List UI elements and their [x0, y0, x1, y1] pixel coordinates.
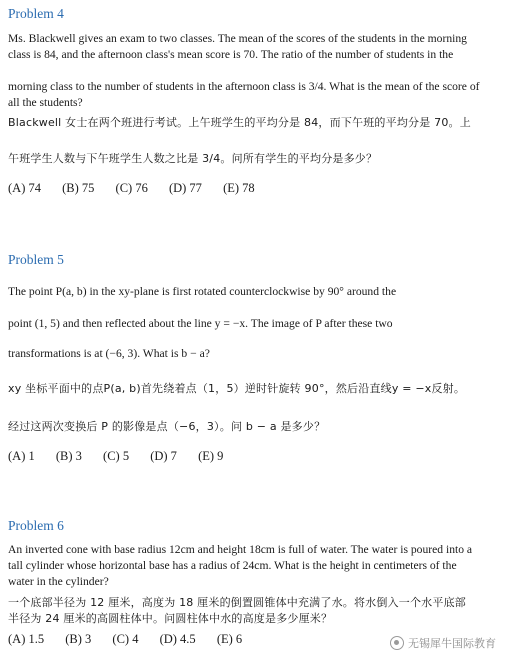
- problem-4-line-5: Blackwell 女士在两个班进行考试。上午班学生的平均分是 84，而下午班的平均分是 70。上: [8, 116, 471, 129]
- choice-d: (D) 77: [168, 181, 202, 195]
- choice-b: (B) 75: [62, 181, 95, 195]
- watermark-text: 无锡犀牛国际教育: [408, 637, 496, 650]
- problem-4-line-2: class is 84, and the afternoon class's mean score is 70. The ratio of the number of students in the: [8, 48, 454, 61]
- choice-c: (C) 4: [112, 632, 139, 646]
- problem-5-line-4: xy 坐标平面中的点P(a, b)首先绕着点（1，5）逆时针旋转 90°，然后沿直线y = −x反射。: [8, 382, 466, 395]
- problem-4-line-3: morning class to the number of students in the afternoon class is 3/4. What is the mean of the score of: [8, 80, 480, 93]
- choice-b: (B) 3: [65, 632, 92, 646]
- problem-5-line-1: The point P(a, b) in the xy-plane is first rotated counterclockwise by 90° around the: [8, 285, 397, 298]
- choice-b: (B) 3: [55, 449, 82, 463]
- watermark-logo-icon: [390, 636, 404, 650]
- choice-e: (E) 6: [216, 632, 243, 646]
- choice-e: (E) 78: [223, 181, 255, 195]
- problem-5-line-3: transformations is at (−6, 3). What is b − a?: [8, 347, 210, 360]
- problem-4-line-4: all the students?: [8, 96, 83, 109]
- problem-4-line-1: Ms. Blackwell gives an exam to two classes. The mean of the scores of the students in the morning: [8, 32, 467, 45]
- watermark: [390, 635, 496, 651]
- choice-a: (A) 74: [8, 181, 41, 195]
- choice-c: (C) 76: [115, 181, 148, 195]
- choice-a: (A) 1.5: [8, 632, 45, 646]
- problem-6-choices: [8, 632, 260, 647]
- problem-5-heading: Problem 5: [8, 252, 64, 267]
- problem-6-line-3: water in the cylinder?: [8, 575, 109, 588]
- problem-5-choices: [8, 449, 241, 464]
- problem-4-line-6: 午班学生人数与下午班学生人数之比是 3/4。问所有学生的平均分是多少？: [8, 152, 378, 165]
- choice-c: (C) 5: [103, 449, 130, 463]
- problem-6-line-4: 一个底部半径为 12 厘米，高度为 18 厘米的倒置圆锥体中充满了水。将水倒入一个水平底部: [8, 596, 466, 609]
- problem-6-heading: Problem 6: [8, 518, 64, 533]
- choice-e: (E) 9: [198, 449, 224, 463]
- choice-d: (D) 4.5: [159, 632, 196, 646]
- problem-6-line-5: 半径为 24 厘米的高圆柱体中。问圆柱体中水的高度是多少厘米？: [8, 612, 333, 625]
- problem-6-line-2: tall cylinder whose horizontal base has a radius of 24cm. What is the height in centimeters of the: [8, 559, 457, 572]
- problem-4-heading: Problem 4: [8, 6, 64, 21]
- problem-4-choices: [8, 181, 273, 196]
- choice-d: (D) 7: [150, 449, 177, 463]
- problem-5-line-5: 经过这两次变换后 P 的影像是点（−6，3）。问 b − a 是多少？: [8, 420, 326, 433]
- problem-5-line-2: point (1, 5) and then reflected about the line y = −x. The image of P after these two: [8, 317, 393, 330]
- choice-a: (A) 1: [8, 449, 35, 463]
- problem-6-line-1: An inverted cone with base radius 12cm and height 18cm is full of water. The water is poured into a: [8, 543, 473, 556]
